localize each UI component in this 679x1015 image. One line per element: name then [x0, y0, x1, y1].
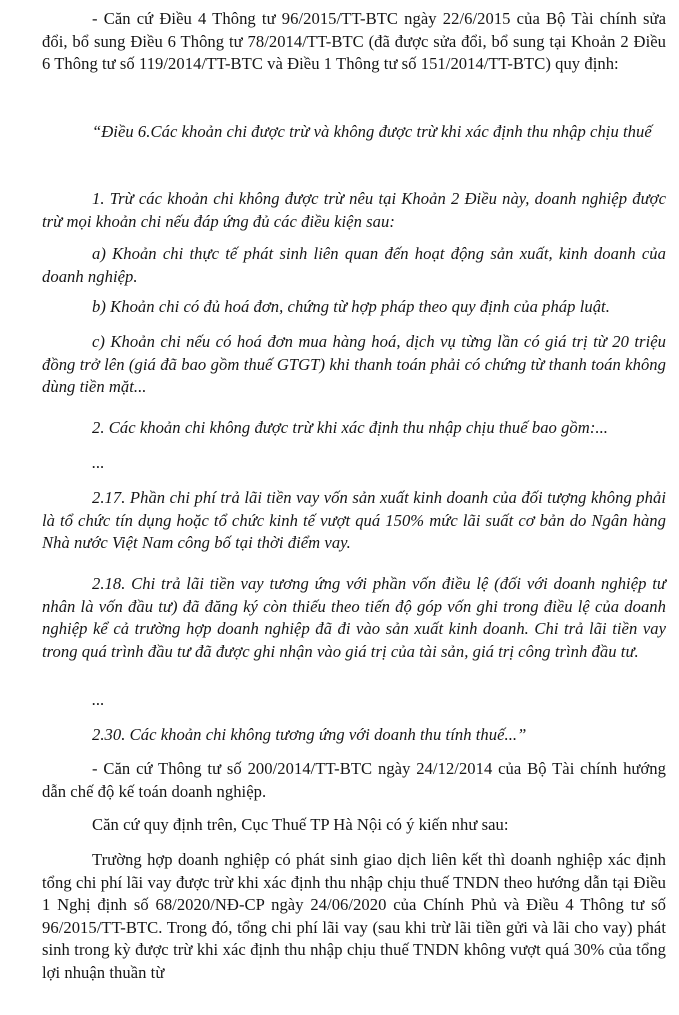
paragraph-article-6-heading: “Điều 6.Các khoản chi được trừ và không được trừ khi xác định thu nhập chịu thuế: [92, 122, 652, 141]
paragraph-point-c: c) Khoản chi nếu có hoá đơn mua hàng hoá, dịch vụ từng lần có giá trị từ 20 triệu đồng trở lên (giá đã bao gồm thuế GTGT) khi thanh toán phải có chứng từ thanh toán không dùng tiền mặt...: [42, 332, 666, 396]
paragraph-related-party-case: Trường hợp doanh nghiệp có phát sinh giao dịch liên kết thì doanh nghiệp xác định tổng chi phí lãi vay được trừ khi xác định thu nhập chịu thuế TNDN theo hướng dẫn tại Điều 1 Nghị định số 68/2020/NĐ-CP ngày 24/06/2020 của Chính Phủ và Điều 4 Thông tư số 96/2015/TT-BTC. Trong đó, tổng chi phí lãi vay (sau khi trừ lãi tiền gửi và lãi cho vay) phát sinh trong kỳ được trừ khi xác định thu nhập chịu thuế TNDN không vượt quá 30% của tổng lợi nhuận thuần từ: [42, 850, 666, 982]
paragraph-point-2-30: 2.30. Các khoản chi không tương ứng với doanh thu tính thuế...”: [92, 725, 527, 744]
ellipsis-line-1: ...: [92, 453, 105, 472]
paragraph-clause-1: 1. Trừ các khoản chi không được trừ nêu tại Khoản 2 Điều này, doanh nghiệp được trừ mọi khoản chi nếu đáp ứng đủ các điều kiện sau:: [42, 189, 666, 231]
paragraph-point-a: a) Khoản chi thực tế phát sinh liên quan đến hoạt động sản xuất, kinh doanh của doanh nghiệp.: [42, 244, 666, 286]
paragraph-legal-basis-circular-96: - Căn cứ Điều 4 Thông tư 96/2015/TT-BTC ngày 22/6/2015 của Bộ Tài chính sửa đổi, bổ sung Điều 6 Thông tư 78/2014/TT-BTC (đã được sửa đổi, bổ sung tại Khoản 2 Điều 6 Thông tư số 119/2014/TT-BTC và Điều 1 Thông tư số 151/2014/TT-BTC) quy định:: [42, 9, 666, 73]
ellipsis-line-2: ...: [92, 690, 105, 709]
paragraph-point-2-17: 2.17. Phần chi phí trả lãi tiền vay vốn sản xuất kinh doanh của đối tượng không phải là tổ chức tín dụng hoặc tổ chức kinh tế vượt quá 150% mức lãi suất cơ bản do Ngân hàng Nhà nước Việt Nam công bố tại thời điểm vay.: [42, 488, 666, 552]
paragraph-tax-department-opinion: Căn cứ quy định trên, Cục Thuế TP Hà Nội có ý kiến như sau:: [92, 815, 509, 834]
paragraph-legal-basis-circular-200: - Căn cứ Thông tư số 200/2014/TT-BTC ngày 24/12/2014 của Bộ Tài chính hướng dẫn chế độ kế toán doanh nghiệp.: [42, 759, 666, 801]
paragraph-point-b: b) Khoản chi có đủ hoá đơn, chứng từ hợp pháp theo quy định của pháp luật.: [92, 297, 610, 316]
paragraph-clause-2: 2. Các khoản chi không được trừ khi xác định thu nhập chịu thuế bao gồm:...: [92, 418, 608, 437]
paragraph-point-2-18: 2.18. Chi trả lãi tiền vay tương ứng với phần vốn điều lệ (đối với doanh nghiệp tư nhân là vốn đầu tư) đã đăng ký còn thiếu theo tiến độ góp vốn ghi trong điều lệ của doanh nghiệp kể cả trường hợp doanh nghiệp đã đi vào sản xuất kinh doanh. Chi trả lãi tiền vay trong quá trình đầu tư đã được ghi nhận vào giá trị của tài sản, giá trị công trình đầu tư.: [42, 574, 666, 661]
